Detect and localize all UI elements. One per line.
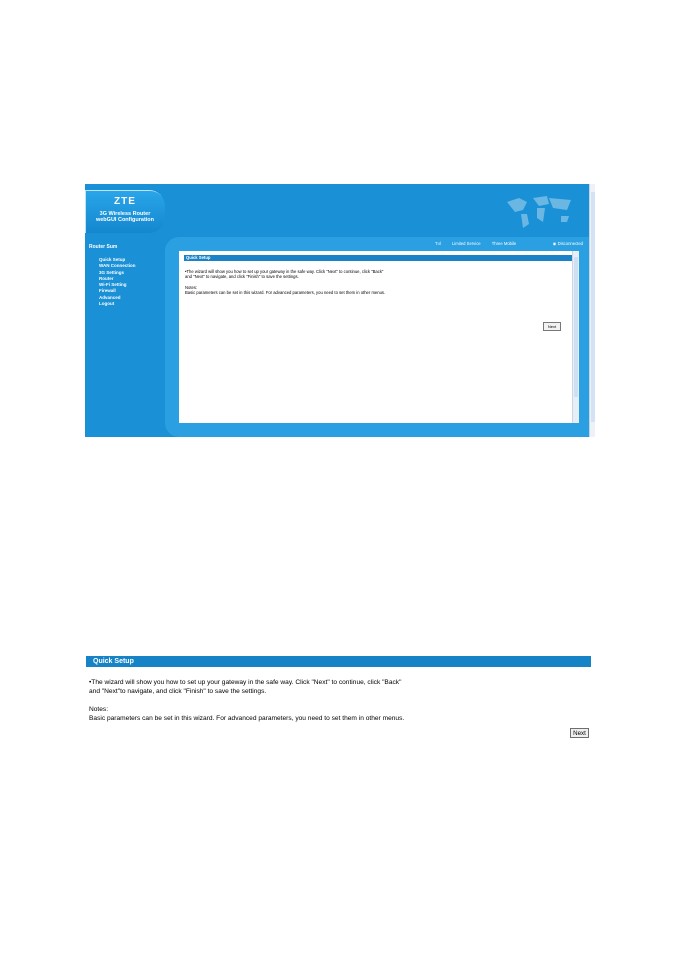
signal-icon: Tııl — [435, 241, 441, 246]
sidebar — [85, 236, 165, 437]
router-screenshot — [85, 184, 595, 437]
sidebar-item-router[interactable]: Router — [99, 275, 114, 281]
panel-scroll-thumb[interactable] — [574, 257, 578, 397]
notes-text: Basic parameters can be set in this wizard. For advanced parameters, you need to set them in other menus. — [89, 715, 405, 722]
connection-label: Disconnected — [557, 241, 583, 246]
world-map-icon — [503, 192, 575, 230]
notes-label: Notes: — [185, 284, 198, 290]
sidebar-item-wan-connection[interactable]: WAN Connection — [99, 263, 136, 269]
sidebar-item-wifi-setting[interactable]: Wi-Fi Setting — [99, 282, 127, 288]
notes-label: Notes: — [89, 706, 109, 713]
zte-logo: ZTE — [114, 196, 136, 207]
sidebar-item-quick-setup[interactable]: Quick Setup — [99, 257, 126, 262]
signal-status: Limited Service — [452, 241, 481, 246]
sidebar-item-advanced[interactable]: Advanced — [99, 294, 121, 300]
sidebar-item-3g-settings[interactable]: 3G Settings — [99, 269, 125, 275]
next-button[interactable]: Next — [543, 322, 561, 331]
wizard-instruction-2: and "Next"to navigate, and click "Finish" to save the settings. — [89, 688, 267, 695]
panel-scrollbar[interactable] — [572, 251, 579, 423]
sidebar-title: Router Sum — [89, 244, 118, 250]
window-scrollbar[interactable] — [589, 184, 595, 437]
panel-body — [185, 269, 565, 296]
quick-setup-body — [89, 678, 589, 723]
operator-name: Three Mobile — [491, 241, 517, 246]
notes-text: Basic parameters can be set in this wizard. For advanced parameters, you need to set them in other menus. — [185, 290, 386, 296]
product-subtitle: 3G Wireless Router — [99, 211, 151, 217]
product-subtitle-2: webGUI Configuration — [95, 217, 155, 223]
connection-status — [553, 241, 583, 246]
instruction-line-1: •The wizard will show you how to set up your gateway in the safe way. Click "Next" to continue, click "Back" — [185, 269, 384, 274]
next-button[interactable]: Next — [570, 728, 589, 738]
wizard-instruction-1: •The wizard will show you how to set up your gateway in the safe way. Click "Next" to continue, click "Back" — [89, 679, 402, 686]
quick-setup-title: Quick Setup — [93, 658, 134, 665]
header-band — [85, 184, 589, 236]
status-bar — [435, 241, 526, 246]
logo-box — [85, 190, 165, 233]
sidebar-menu — [99, 257, 136, 307]
sidebar-item-firewall[interactable]: Firewall — [99, 288, 116, 294]
sidebar-item-logout[interactable]: Logout — [99, 301, 115, 307]
globe-icon: ◉ — [552, 241, 557, 246]
quick-setup-header — [86, 656, 591, 667]
panel-title: Quick Setup — [184, 255, 574, 261]
content-frame — [165, 237, 589, 437]
instruction-line-2: and "Next" to navigate, and click "Finish" to save the settings. — [185, 274, 299, 280]
quick-setup-panel — [179, 251, 579, 423]
window-scroll-thumb[interactable] — [591, 192, 595, 422]
